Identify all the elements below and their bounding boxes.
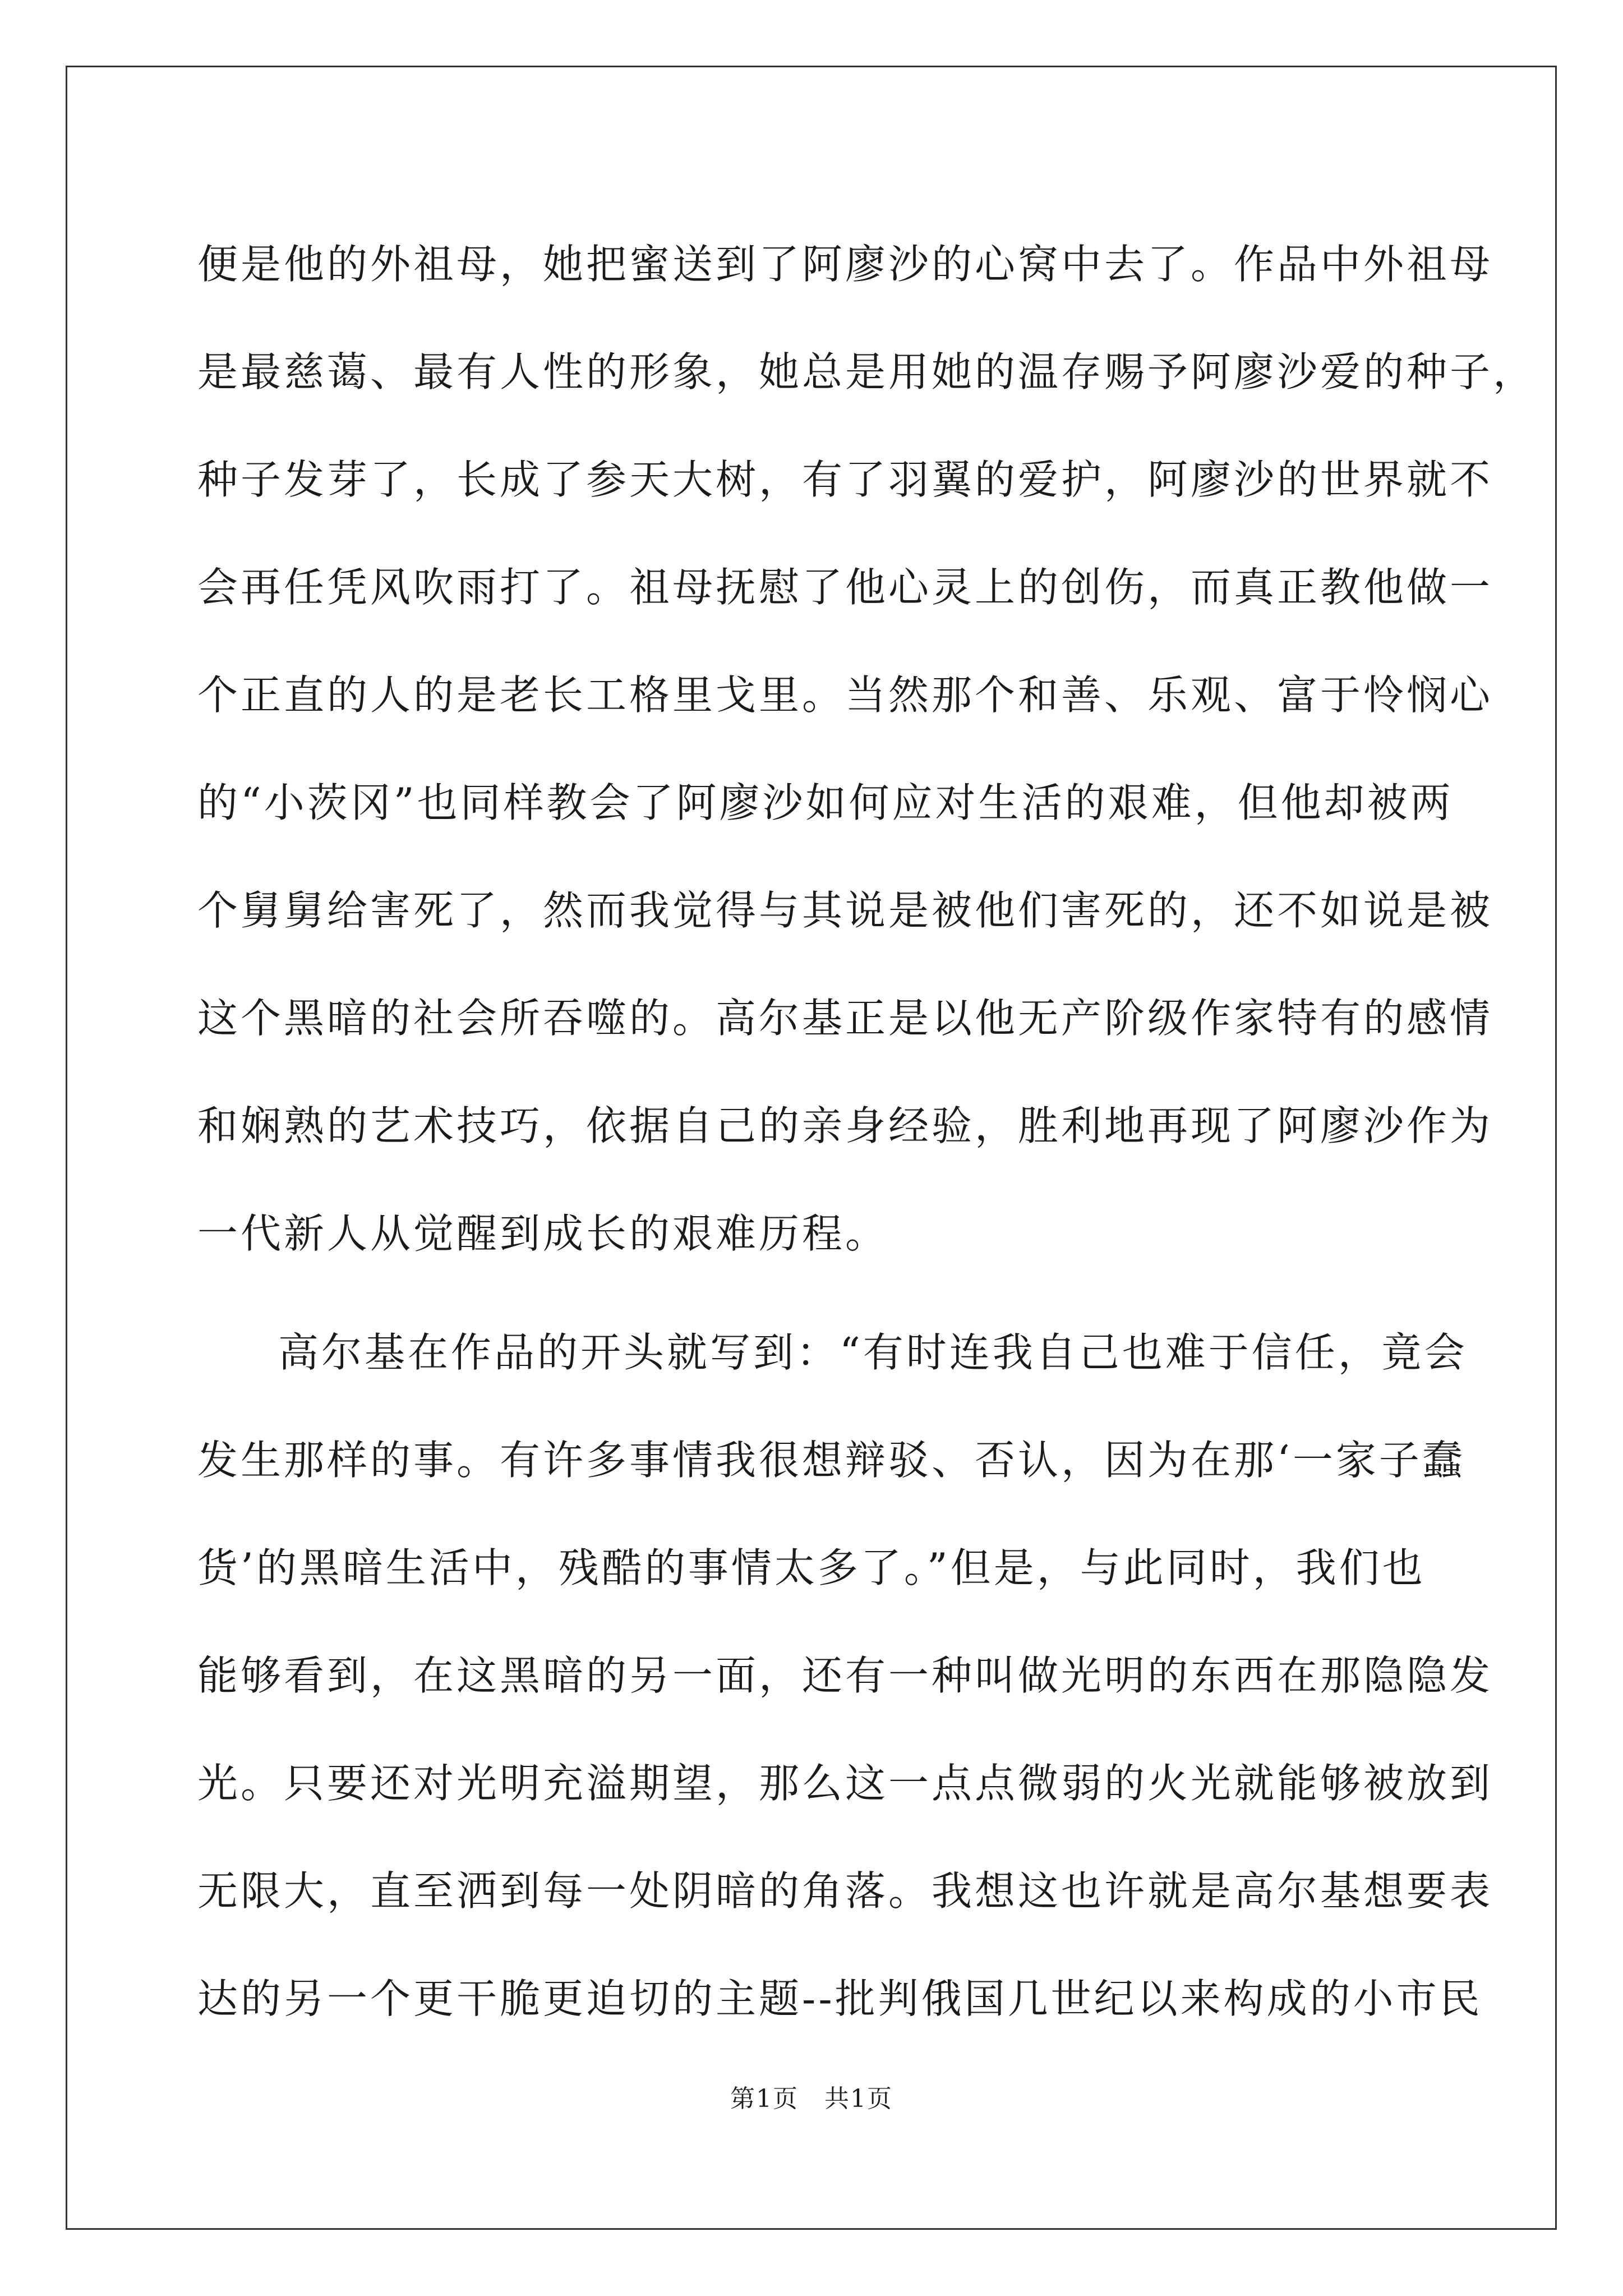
document-body [197,210,1537,2053]
text-line: 光。只要还对光明充溢期望，那么这一点点微弱的火光就能够被放到 [197,1760,1493,1807]
text-line: 会再任凭风吹雨打了。祖母抚慰了他心灵上的创伤，而真正教他做一 [197,564,1493,611]
paragraph-spacing [197,1287,1437,1299]
text-line: 货’的黑暗生活中，残酷的事情太多了。”但是，与此同时，我们也 [197,1544,1426,1591]
text-line: 便是他的外祖母，她把蜜送到了阿廖沙的心窝中去了。作品中外祖母 [197,241,1493,288]
text-line: 发生那样的事。有许多事情我很想辩驳、否认，因为在那‘一家子蠢 [197,1437,1465,1484]
text-line: 达的另一个更干脆更迫切的主题--批判俄国几世纪以来构成的小市民 [197,1975,1483,2022]
text-line: 种子发芽了，长成了参天大树，有了羽翼的爱护，阿廖沙的世界就不 [197,456,1493,503]
text-line: 高尔基在作品的开头就写到：“有时连我自己也难于信任，竟会 [278,1329,1468,1376]
text-line: 无限大，直至洒到每一处阴暗的角落。我想这也许就是高尔基想要表 [197,1867,1493,1915]
page-number-footer: 第1页 共1页 [730,2085,893,2113]
paragraph-1 [197,210,1537,1287]
text-line: 个正直的人的是老长工格里戈里。当然那个和善、乐观、富于怜悯心 [197,671,1493,719]
text-line: 这个黑暗的社会所吞噬的。高尔基正是以他无产阶级作家特有的感情 [197,995,1493,1042]
text-line: 和娴熟的艺术技巧，依据自己的亲身经验，胜利地再现了阿廖沙作为 [197,1102,1493,1149]
paragraph-2 [197,1299,1493,2053]
text-line: 能够看到，在这黑暗的另一面，还有一种叫做光明的东西在那隐隐发 [197,1652,1493,1699]
text-line: 的“小茨冈”也同样教会了阿廖沙如何应对生活的艰难，但他却被两 [197,779,1454,826]
text-line: 个舅舅给害死了，然而我觉得与其说是被他们害死的，还不如说是被 [197,887,1493,934]
text-line: 是最慈蔼、最有人性的形象，她总是用她的温存赐予阿廖沙爱的种子， [197,348,1537,395]
text-line: 一代新人从觉醒到成长的艰难历程。 [197,1210,889,1257]
